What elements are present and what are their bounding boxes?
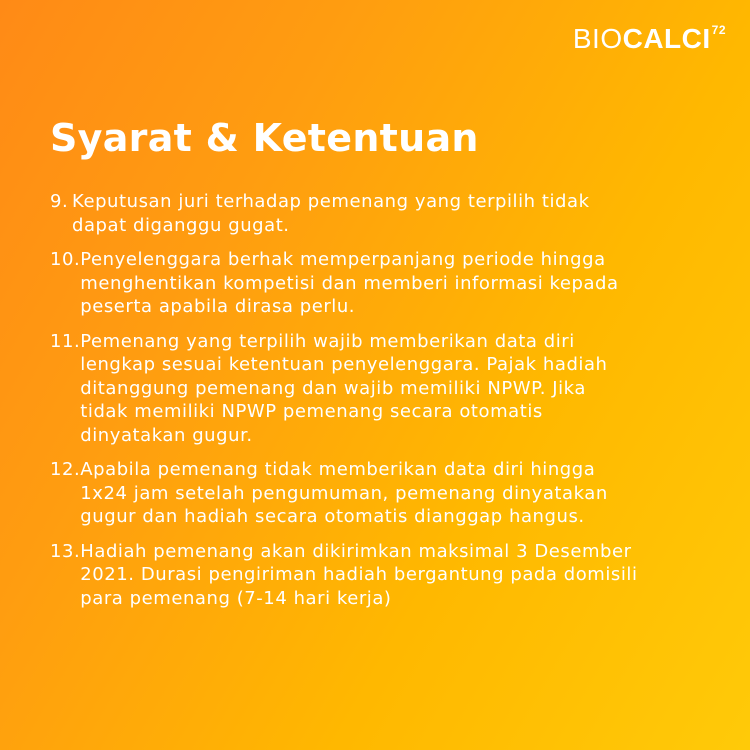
term-text [80,330,730,448]
term-number: 11. [50,330,81,352]
term-line: ditanggung pemenang dan wajib memiliki NPWP. Jika [80,377,586,399]
term-line: para pemenang (7-14 hari kerja) [80,587,392,609]
term-number: 9. [50,191,69,212]
term-text [80,248,730,319]
term-line: Hadiah pemenang akan dikirimkan maksimal 3 Desember [80,540,632,562]
term-item-9 [50,190,730,237]
term-item-12 [50,458,730,529]
brand-superscript: 72 [711,23,726,37]
term-line: Keputusan juri terhadap pemenang yang terpilih tidak [72,191,590,212]
term-text [80,458,730,529]
terms-list [50,190,730,621]
term-number: 12. [50,459,81,480]
term-line: peserta apabila dirasa perlu. [80,296,356,317]
term-number: 10. [50,249,81,270]
term-line: dapat diganggu gugat. [72,214,290,236]
term-line: gugur dan hadiah secara otomatis dianggap hangus. [80,506,585,527]
brand-name: CALCI [622,23,711,54]
brand-logo [573,24,726,53]
page-title: Syarat & Ketentuan [50,116,479,160]
term-line: tidak memiliki NPWP pemenang secara otomatis [80,401,543,422]
term-line: Apabila pemenang tidak memberikan data diri hingga [80,459,596,480]
term-line: Penyelenggara berhak memperpanjang periode hingga [80,249,606,270]
term-text [72,190,730,237]
term-line: Pemenang yang terpilih wajib memberikan data diri [80,330,575,352]
term-item-10 [50,248,730,319]
term-number: 13. [50,540,81,562]
term-item-13 [50,540,730,611]
term-line: dinyatakan gugur. [80,424,253,446]
term-line: lengkap sesuai ketentuan penyelenggara. Pajak hadiah [80,354,608,375]
term-line: 2021. Durasi pengiriman hadiah bergantung pada domisili [80,564,638,585]
term-line: 1x24 jam setelah pengumuman, pemenang dinyatakan [80,482,608,504]
term-line: menghentikan kompetisi dan memberi informasi kepada [80,272,619,294]
term-text [80,540,730,611]
brand-prefix: BIO [572,23,623,54]
term-item-11 [50,330,730,448]
